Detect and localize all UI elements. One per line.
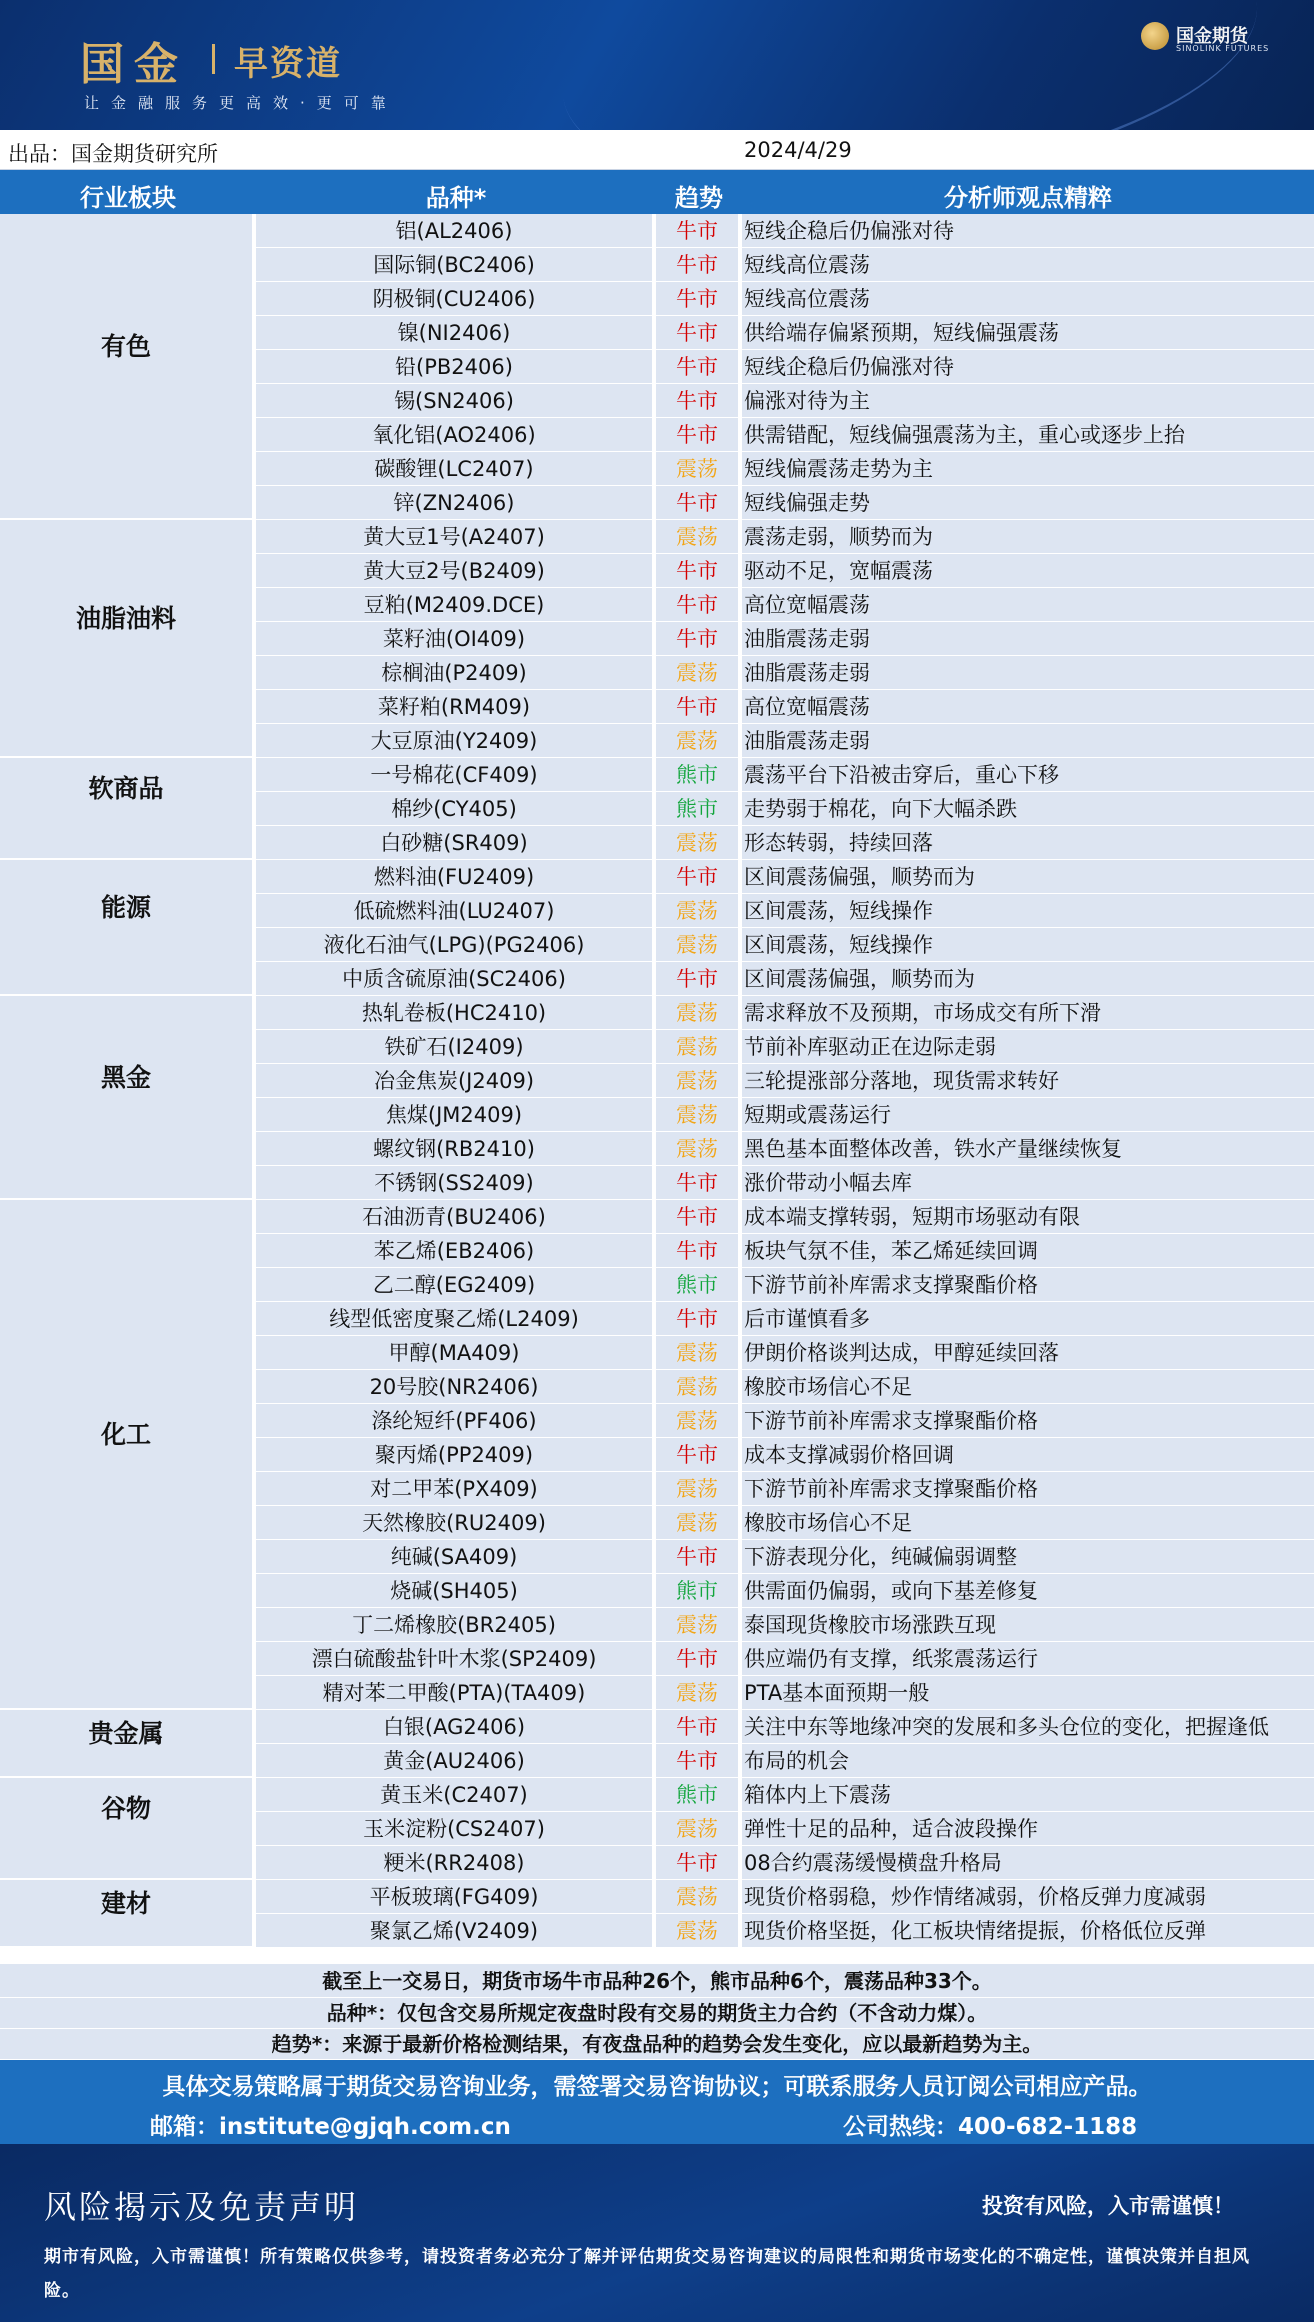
product-name: 锡(SN2406) xyxy=(256,384,652,418)
product-name: 不锈钢(SS2409) xyxy=(256,1166,652,1200)
product-name: 菜籽粕(RM409) xyxy=(256,690,652,724)
product-name: 焦煤(JM2409) xyxy=(256,1098,652,1132)
trend-badge: 震荡 xyxy=(656,1812,738,1846)
product-name: 碳酸锂(LC2407) xyxy=(256,452,652,486)
trend-badge: 牛市 xyxy=(656,690,738,724)
sector-cell xyxy=(0,996,252,1200)
product-name: 对二甲苯(PX409) xyxy=(256,1472,652,1506)
product-name: 豆粕(M2409.DCE) xyxy=(256,588,652,622)
trend-badge: 震荡 xyxy=(656,928,738,962)
sector-cell xyxy=(0,758,252,860)
product-name: 白砂糖(SR409) xyxy=(256,826,652,860)
analyst-view: 后市谨慎看多 xyxy=(742,1302,1314,1336)
col-product: 品种* xyxy=(425,184,487,212)
product-name: 黄大豆1号(A2407) xyxy=(256,520,652,554)
trend-badge: 牛市 xyxy=(656,1540,738,1574)
trend-badge: 震荡 xyxy=(656,1030,738,1064)
analyst-view: 高位宽幅震荡 xyxy=(742,588,1314,622)
product-name: 白银(AG2406) xyxy=(256,1710,652,1744)
sector-name: 谷物 xyxy=(100,1794,151,1823)
analyst-view: 橡胶市场信心不足 xyxy=(742,1370,1314,1404)
analyst-view: 下游节前补库需求支撑聚酯价格 xyxy=(742,1472,1314,1506)
trend-badge: 牛市 xyxy=(656,860,738,894)
trend-badge: 牛市 xyxy=(656,1710,738,1744)
analyst-view: 短线偏震荡走势为主 xyxy=(742,452,1314,486)
product-name: 中质含硫原油(SC2406) xyxy=(256,962,652,996)
trend-badge: 牛市 xyxy=(656,486,738,520)
trend-badge: 牛市 xyxy=(656,1744,738,1778)
summary-count: 截至上一交易日，期货市场牛市品种26个，熊市品种6个，震荡品种33个。 xyxy=(0,1964,1314,1998)
sector-name: 软商品 xyxy=(88,774,164,803)
trend-badge: 震荡 xyxy=(656,452,738,486)
trend-note: 趋势*：来源于最新价格检测结果，有夜盘品种的趋势会发生变化，应以最新趋势为主。 xyxy=(0,2029,1314,2060)
product-name: 液化石油气(LPG)(PG2406) xyxy=(256,928,652,962)
trend-badge: 牛市 xyxy=(656,1166,738,1200)
analyst-view: 供需面仍偏弱，或向下基差修复 xyxy=(742,1574,1314,1608)
product-name: 氧化铝(AO2406) xyxy=(256,418,652,452)
trend-badge: 震荡 xyxy=(656,1506,738,1540)
trend-badge: 牛市 xyxy=(656,1234,738,1268)
product-name: 国际铜(BC2406) xyxy=(256,248,652,282)
analyst-view: 节前补库驱动正在边际走弱 xyxy=(742,1030,1314,1064)
trend-badge: 熊市 xyxy=(656,792,738,826)
risk-warning: 投资有风险，入市需谨慎！ xyxy=(982,2194,1234,2218)
trend-badge: 震荡 xyxy=(656,520,738,554)
product-name: 铅(PB2406) xyxy=(256,350,652,384)
product-name: 乙二醇(EG2409) xyxy=(256,1268,652,1302)
analyst-view: 供需错配，短线偏强震荡为主，重心或逐步上抬 xyxy=(742,418,1314,452)
product-name: 粳米(RR2408) xyxy=(256,1846,652,1880)
product-name: 阴极铜(CU2406) xyxy=(256,282,652,316)
analyst-view: 偏涨对待为主 xyxy=(742,384,1314,418)
analyst-view: 橡胶市场信心不足 xyxy=(742,1506,1314,1540)
product-name: 螺纹钢(RB2410) xyxy=(256,1132,652,1166)
trend-badge: 牛市 xyxy=(656,1846,738,1880)
product-name: 大豆原油(Y2409) xyxy=(256,724,652,758)
product-name: 镍(NI2406) xyxy=(256,316,652,350)
product-name: 玉米淀粉(CS2407) xyxy=(256,1812,652,1846)
analyst-view: 震荡平台下沿被击穿后，重心下移 xyxy=(742,758,1314,792)
trend-badge: 震荡 xyxy=(656,1098,738,1132)
table-header xyxy=(0,170,1314,214)
product-name: 聚丙烯(PP2409) xyxy=(256,1438,652,1472)
sector-cell xyxy=(0,1200,252,1710)
company-logo-name: 国金期货 xyxy=(1176,26,1248,47)
analyst-view: 油脂震荡走弱 xyxy=(742,622,1314,656)
analyst-view: 板块气氛不佳，苯乙烯延续回调 xyxy=(742,1234,1314,1268)
analyst-view: 供应端仍有支撑，纸浆震荡运行 xyxy=(742,1642,1314,1676)
email-link[interactable]: 邮箱：institute@gjqh.com.cn xyxy=(150,2114,511,2140)
product-name: 线型低密度聚乙烯(L2409) xyxy=(256,1302,652,1336)
analyst-view: 短期或震荡运行 xyxy=(742,1098,1314,1132)
analyst-view: 08合约震荡缓慢横盘升格局 xyxy=(742,1846,1314,1880)
product-name: 石油沥青(BU2406) xyxy=(256,1200,652,1234)
trend-badge: 震荡 xyxy=(656,724,738,758)
col-view: 分析师观点精粹 xyxy=(944,184,1112,212)
product-name: 黄玉米(C2407) xyxy=(256,1778,652,1812)
analyst-view: 泰国现货橡胶市场涨跌互现 xyxy=(742,1608,1314,1642)
trend-badge: 牛市 xyxy=(656,1642,738,1676)
sector-cell xyxy=(0,1880,252,1948)
trend-badge: 牛市 xyxy=(656,384,738,418)
trend-badge: 熊市 xyxy=(656,1574,738,1608)
company-logo-en: SINOLINK FUTURES xyxy=(1176,44,1270,53)
report-date: 2024/4/29 xyxy=(744,138,852,162)
source-row xyxy=(0,130,1314,170)
hotline: 公司热线：400-682-1188 xyxy=(843,2114,1138,2140)
product-name: 纯碱(SA409) xyxy=(256,1540,652,1574)
trend-badge: 牛市 xyxy=(656,1200,738,1234)
product-name: 漂白硫酸盐针叶木浆(SP2409) xyxy=(256,1642,652,1676)
product-name: 低硫燃料油(LU2407) xyxy=(256,894,652,928)
product-name: 天然橡胶(RU2409) xyxy=(256,1506,652,1540)
trend-badge: 熊市 xyxy=(656,758,738,792)
trend-badge: 震荡 xyxy=(656,1132,738,1166)
analyst-view: 短线高位震荡 xyxy=(742,282,1314,316)
column-name: 早资道 xyxy=(234,44,342,84)
analyst-view: 箱体内上下震荡 xyxy=(742,1778,1314,1812)
product-name: 燃料油(FU2409) xyxy=(256,860,652,894)
analyst-view: 弹性十足的品种，适合波段操作 xyxy=(742,1812,1314,1846)
analyst-view: 走势弱于棉花，向下大幅杀跌 xyxy=(742,792,1314,826)
brand-slogan: 让金融服务更高效·更可靠 xyxy=(84,94,398,112)
trend-badge: 震荡 xyxy=(656,1472,738,1506)
brand-title: 国金 xyxy=(80,39,188,90)
company-logo-icon xyxy=(1141,22,1169,50)
trend-badge: 牛市 xyxy=(656,1302,738,1336)
trend-badge: 震荡 xyxy=(656,1064,738,1098)
sector-name: 油脂油料 xyxy=(75,604,176,633)
sector-name: 化工 xyxy=(100,1420,151,1449)
brand-divider xyxy=(212,44,215,74)
trend-badge: 牛市 xyxy=(656,248,738,282)
analyst-view: 供给端存偏紧预期，短线偏强震荡 xyxy=(742,316,1314,350)
risk-footer xyxy=(0,2144,1314,2322)
trend-badge: 震荡 xyxy=(656,1336,738,1370)
product-name: 菜籽油(OI409) xyxy=(256,622,652,656)
trend-badge: 牛市 xyxy=(656,962,738,996)
product-name: 黄金(AU2406) xyxy=(256,1744,652,1778)
product-name: 20号胶(NR2406) xyxy=(256,1370,652,1404)
sector-cell xyxy=(0,1778,252,1880)
header-decoration xyxy=(545,0,1274,130)
analyst-view: 驱动不足，宽幅震荡 xyxy=(742,554,1314,588)
product-note: 品种*：仅包含交易所规定夜盘时段有交易的期货主力合约（不含动力煤）。 xyxy=(0,1998,1314,2029)
product-name: 黄大豆2号(B2409) xyxy=(256,554,652,588)
product-name: 聚氯乙烯(V2409) xyxy=(256,1914,652,1948)
product-name: 棕榈油(P2409) xyxy=(256,656,652,690)
trend-badge: 震荡 xyxy=(656,1880,738,1914)
sector-cell xyxy=(0,1710,252,1778)
sector-name: 有色 xyxy=(100,332,151,361)
disclaimer-text: 期市有风险，入市需谨慎！所有策略仅供参考，请投资者务必充分了解并评估期货交易咨询建议的局限性和期货市场变化的不确定性，谨慎决策并自担风险。 xyxy=(44,2247,1250,2301)
trend-badge: 震荡 xyxy=(656,1676,738,1710)
product-name: 平板玻璃(FG409) xyxy=(256,1880,652,1914)
product-name: 丁二烯橡胶(BR2405) xyxy=(256,1608,652,1642)
product-name: 甲醇(MA409) xyxy=(256,1336,652,1370)
analyst-view: 涨价带动小幅去库 xyxy=(742,1166,1314,1200)
trend-badge: 牛市 xyxy=(656,588,738,622)
trend-badge: 牛市 xyxy=(656,316,738,350)
analyst-view: 短线偏强走势 xyxy=(742,486,1314,520)
sector-cell xyxy=(0,860,252,996)
analyst-view: 震荡走弱，顺势而为 xyxy=(742,520,1314,554)
analyst-view: 下游节前补库需求支撑聚酯价格 xyxy=(742,1268,1314,1302)
source-label: 出品：国金期货研究所 xyxy=(8,142,218,166)
contact-band xyxy=(0,2060,1314,2144)
trend-badge: 熊市 xyxy=(656,1268,738,1302)
product-name: 冶金焦炭(J2409) xyxy=(256,1064,652,1098)
analyst-view: 三轮提涨部分落地，现货需求转好 xyxy=(742,1064,1314,1098)
analyst-view: 区间震荡偏强，顺势而为 xyxy=(742,962,1314,996)
trend-badge: 震荡 xyxy=(656,996,738,1030)
analyst-view: 下游节前补库需求支撑聚酯价格 xyxy=(742,1404,1314,1438)
trend-badge: 震荡 xyxy=(656,1608,738,1642)
strategy-notice: 具体交易策略属于期货交易咨询业务，需签署交易咨询协议；可联系服务人员订阅公司相应产品。 xyxy=(162,2074,1152,2100)
trend-badge: 震荡 xyxy=(656,1404,738,1438)
trend-badge: 牛市 xyxy=(656,214,738,248)
trend-badge: 震荡 xyxy=(656,894,738,928)
trend-badge: 牛市 xyxy=(656,418,738,452)
col-sector: 行业板块 xyxy=(80,184,176,212)
analyst-view: 短线企稳后仍偏涨对待 xyxy=(742,214,1314,248)
product-name: 铁矿石(I2409) xyxy=(256,1030,652,1064)
sector-name: 黑金 xyxy=(100,1063,151,1092)
analyst-view: 下游表现分化，纯碱偏弱调整 xyxy=(742,1540,1314,1574)
product-name: 热轧卷板(HC2410) xyxy=(256,996,652,1030)
sector-name: 能源 xyxy=(100,893,151,922)
analyst-view: 伊朗价格谈判达成，甲醇延续回落 xyxy=(742,1336,1314,1370)
product-name: 棉纱(CY405) xyxy=(256,792,652,826)
product-name: 烧碱(SH405) xyxy=(256,1574,652,1608)
product-name: 一号棉花(CF409) xyxy=(256,758,652,792)
analyst-view: 需求释放不及预期，市场成交有所下滑 xyxy=(742,996,1314,1030)
product-name: 苯乙烯(EB2406) xyxy=(256,1234,652,1268)
sector-name: 贵金属 xyxy=(88,1719,164,1748)
trend-badge: 牛市 xyxy=(656,282,738,316)
analyst-view: 关注中东等地缘冲突的发展和多头仓位的变化，把握逢低 xyxy=(742,1710,1314,1744)
product-name: 铝(AL2406) xyxy=(256,214,652,248)
product-name: 锌(ZN2406) xyxy=(256,486,652,520)
trend-badge: 震荡 xyxy=(656,1370,738,1404)
disclaimer-title: 风险揭示及免责声明 xyxy=(44,2188,360,2226)
sector-cell xyxy=(0,214,252,520)
analyst-view: 油脂震荡走弱 xyxy=(742,656,1314,690)
trend-badge: 震荡 xyxy=(656,656,738,690)
analyst-view: 成本支撑减弱价格回调 xyxy=(742,1438,1314,1472)
analyst-view: 现货价格弱稳，炒作情绪减弱，价格反弹力度减弱 xyxy=(742,1880,1314,1914)
analyst-view: 成本端支撑转弱，短期市场驱动有限 xyxy=(742,1200,1314,1234)
trend-badge: 震荡 xyxy=(656,1914,738,1948)
trend-badge: 牛市 xyxy=(656,554,738,588)
sector-cell xyxy=(0,520,252,758)
product-name: 精对苯二甲酸(PTA)(TA409) xyxy=(256,1676,652,1710)
trend-badge: 牛市 xyxy=(656,1438,738,1472)
trend-badge: 牛市 xyxy=(656,622,738,656)
analyst-view: 布局的机会 xyxy=(742,1744,1314,1778)
analyst-view: PTA基本面预期一般 xyxy=(742,1676,1314,1710)
col-trend: 趋势 xyxy=(675,184,723,212)
analyst-view: 黑色基本面整体改善，铁水产量继续恢复 xyxy=(742,1132,1314,1166)
analyst-view: 区间震荡，短线操作 xyxy=(742,894,1314,928)
trend-badge: 牛市 xyxy=(656,350,738,384)
analyst-view: 形态转弱，持续回落 xyxy=(742,826,1314,860)
report-header xyxy=(0,0,1314,130)
trend-badge: 震荡 xyxy=(656,826,738,860)
product-name: 涤纶短纤(PF406) xyxy=(256,1404,652,1438)
analyst-view: 油脂震荡走弱 xyxy=(742,724,1314,758)
analyst-view: 现货价格坚挺，化工板块情绪提振，价格低位反弹 xyxy=(742,1914,1314,1948)
analyst-view: 高位宽幅震荡 xyxy=(742,690,1314,724)
sector-name: 建材 xyxy=(100,1889,151,1918)
analyst-view: 短线企稳后仍偏涨对待 xyxy=(742,350,1314,384)
analyst-view: 短线高位震荡 xyxy=(742,248,1314,282)
analyst-view: 区间震荡偏强，顺势而为 xyxy=(742,860,1314,894)
analyst-view: 区间震荡，短线操作 xyxy=(742,928,1314,962)
trend-badge: 熊市 xyxy=(656,1778,738,1812)
